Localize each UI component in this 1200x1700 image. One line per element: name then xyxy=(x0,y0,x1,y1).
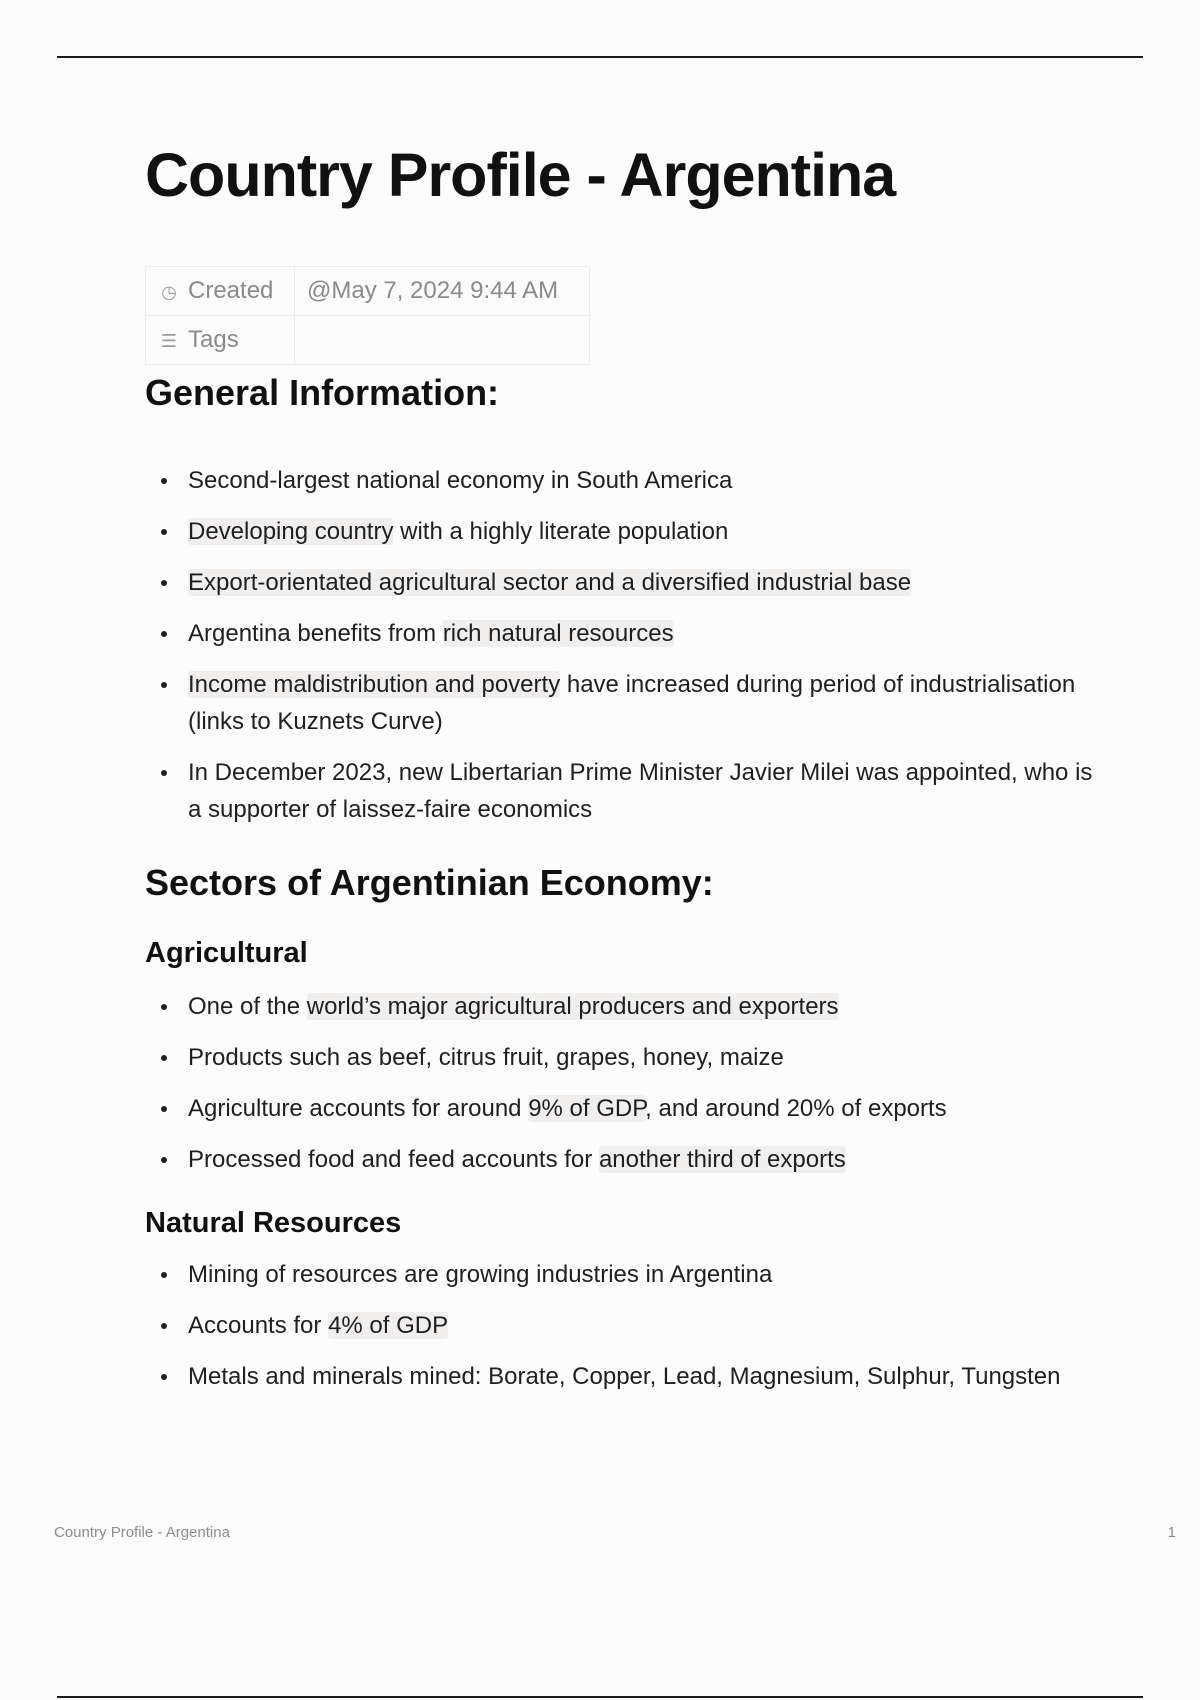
list-item-text: Processed food and feed accounts for xyxy=(188,1146,599,1173)
list-item-text: One of the xyxy=(188,993,307,1020)
highlighted-text: Export-orientated agricultural sector and a diversified industrial base xyxy=(188,569,912,596)
list-item xyxy=(145,666,1105,740)
list-icon: ☰ xyxy=(160,331,178,351)
list-item xyxy=(145,615,1105,652)
list-item xyxy=(145,1141,1105,1178)
highlighted-text: 9% of GDP xyxy=(528,1095,646,1122)
clock-icon: ◷ xyxy=(161,282,177,302)
property-key xyxy=(146,316,295,365)
top-rule xyxy=(57,56,1143,58)
list-item xyxy=(145,1256,1105,1293)
general-list xyxy=(145,462,1105,842)
list-item xyxy=(145,754,1105,828)
properties-table xyxy=(145,266,590,365)
natural-resources-list xyxy=(145,1256,1105,1409)
highlighted-text: 4% of GDP xyxy=(328,1312,449,1339)
list-item-text: In December 2023, new Libertarian Prime Minister Javier Milei was appointed, who is a supporter of laissez-faire economics xyxy=(188,759,1093,823)
list-item xyxy=(145,1090,1105,1127)
property-value[interactable] xyxy=(295,316,590,365)
highlighted-text: another third of exports xyxy=(598,1146,846,1173)
property-label: Created xyxy=(188,277,274,304)
list-item xyxy=(145,462,1105,499)
property-row-created xyxy=(146,267,590,316)
highlighted-text: Income maldistribution and poverty xyxy=(188,671,561,698)
sectors-heading: Sectors of Argentinian Economy: xyxy=(145,862,714,903)
footer-page-number: 1 xyxy=(1167,1524,1176,1541)
list-item xyxy=(145,564,1105,601)
property-key xyxy=(146,267,295,316)
list-item-text: have increased during period of industrialisation (links to Kuznets Curve) xyxy=(188,671,1076,735)
list-item xyxy=(145,1039,1105,1076)
highlighted-text: rich natural resources xyxy=(442,620,674,647)
page-title: Country Profile - Argentina xyxy=(145,141,896,209)
bottom-rule xyxy=(57,1696,1143,1698)
list-item-text: Agriculture accounts for around xyxy=(188,1095,529,1122)
natural-resources-heading: Natural Resources xyxy=(145,1207,402,1239)
highlighted-text: world’s major agricultural producers and exporters xyxy=(306,993,839,1020)
list-item xyxy=(145,513,1105,550)
list-item xyxy=(145,1358,1105,1395)
list-item-text: Products such as beef, citrus fruit, grapes, honey, maize xyxy=(188,1044,784,1071)
agricultural-heading: Agricultural xyxy=(145,937,308,969)
general-heading: General Information: xyxy=(145,372,500,413)
list-item-text: Accounts for xyxy=(188,1312,329,1339)
property-label: Tags xyxy=(188,326,239,353)
list-item xyxy=(145,988,1105,1025)
list-item-text: Metals and minerals mined: Borate, Copper, Lead, Magnesium, Sulphur, Tungsten xyxy=(188,1363,1061,1390)
list-item-text: Second-largest national economy in South America xyxy=(188,467,733,494)
list-item-text: with a highly literate population xyxy=(393,518,729,545)
property-value[interactable]: @May 7, 2024 9:44 AM xyxy=(295,267,590,316)
footer-title: Country Profile - Argentina xyxy=(54,1524,230,1541)
list-item-text: Argentina benefits from xyxy=(188,620,443,647)
list-item-text: , and around 20% of exports xyxy=(645,1095,947,1122)
list-item xyxy=(145,1307,1105,1344)
property-row-tags xyxy=(146,316,590,365)
agricultural-list xyxy=(145,988,1105,1192)
list-item-text: Mining of resources are growing industries in Argentina xyxy=(188,1261,773,1288)
highlighted-text: Developing country xyxy=(188,518,394,545)
